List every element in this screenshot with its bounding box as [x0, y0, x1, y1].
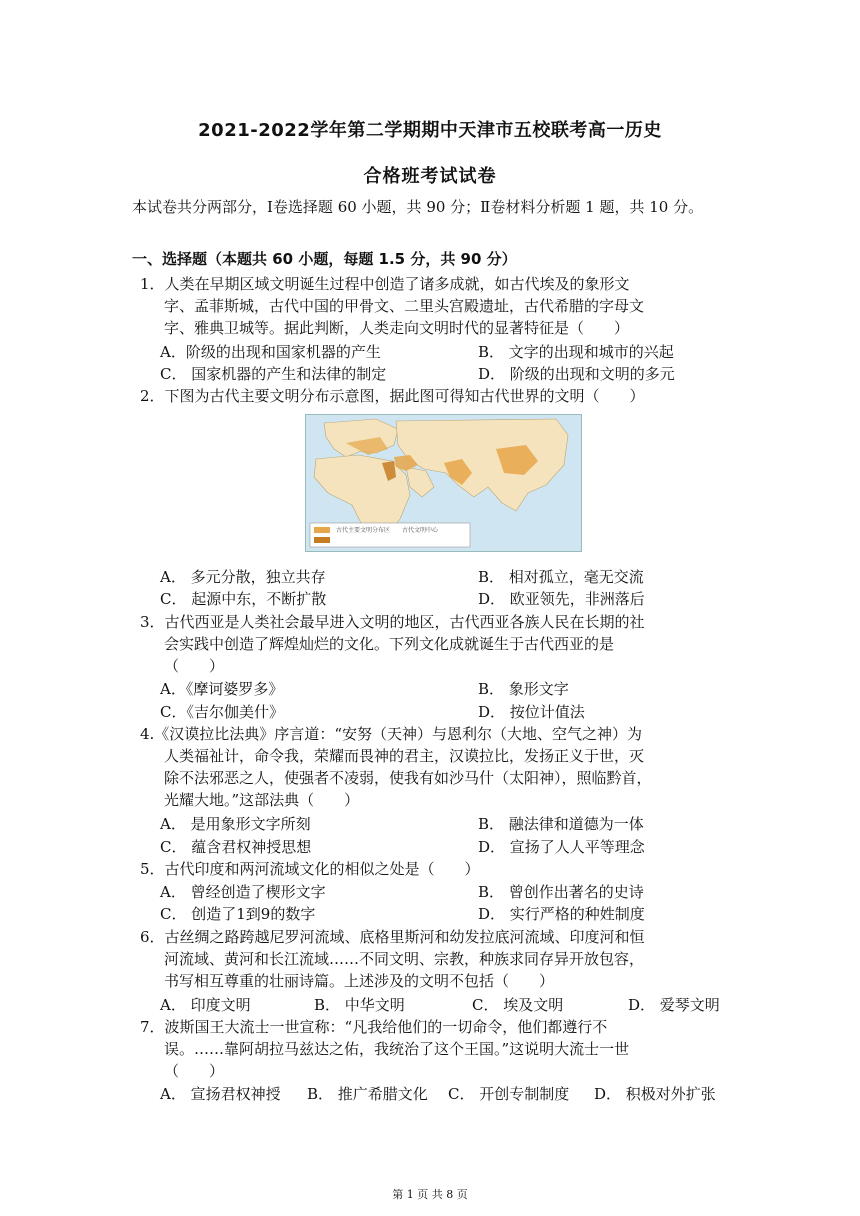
question-5-line: 5．古代印度和两河流域文化的相似之处是（ ） — [140, 860, 480, 878]
map-legend-civ-center: 古代文明中心 — [402, 527, 439, 534]
question-7-line: 误。……靠阿胡拉马兹达之佑，我统治了这个王国。”这说明大流士一世 — [164, 1040, 630, 1058]
question-1-line: 字、孟菲斯城，古代中国的甲骨文、二里头宫殿遗址，古代希腊的字母文 — [164, 297, 645, 315]
question-1-line: 字、雅典卫城等。据此判断，人类走向文明时代的显著特征是（ ） — [164, 319, 630, 337]
option-d[interactable]: D． 积极对外扩张 — [594, 1085, 716, 1103]
option-b[interactable]: B． 融法律和道德为一体 — [478, 815, 644, 833]
option-a[interactable]: A． 曾经创造了楔形文字 — [160, 883, 326, 901]
option-d[interactable]: D． 实行严格的种姓制度 — [478, 905, 645, 923]
page-footer: 第 1 页 共 8 页 — [392, 1188, 468, 1201]
option-d[interactable]: D． 阶级的出现和文明的多元 — [478, 365, 675, 383]
option-b[interactable]: B． 中华文明 — [314, 996, 405, 1014]
question-1 — [140, 273, 740, 339]
option-b[interactable]: B． 相对孤立，毫无交流 — [478, 568, 644, 586]
question-3-line: 会实践中创造了辉煌灿烂的文化。下列文化成就诞生于古代西亚的是 — [164, 635, 615, 653]
option-a[interactable]: A． 是用象形文字所刻 — [160, 815, 311, 833]
section-heading-choice: 一、选择题（本题共 60 小题，每题 1.5 分，共 90 分） — [132, 250, 517, 268]
option-b[interactable]: B． 象形文字 — [478, 680, 569, 698]
ancient-civilizations-map — [305, 414, 582, 552]
option-b[interactable]: B． 文字的出现和城市的兴起 — [478, 343, 674, 361]
option-a[interactable]: A． 宣扬君权神授 — [160, 1085, 281, 1103]
question-6-line: 河流域、黄河和长江流域……不同文明、宗教，种族求同存异开放包容， — [164, 950, 645, 968]
map-legend-civ-area: 古代主要文明分布区 — [336, 527, 391, 534]
question-2-line: 2．下图为古代主要文明分布示意图，据此图可得知古代世界的文明（ ） — [140, 387, 645, 405]
exam-subtitle: 合格班考试试卷 — [363, 166, 497, 187]
question-7-line: （ ） — [164, 1062, 225, 1080]
option-d[interactable]: D． 按位计值法 — [478, 703, 585, 721]
question-4-line: 光耀大地。”这部法典（ ） — [164, 791, 360, 809]
question-7-line: 7．波斯国王大流士一世宣称：“凡我给他们的一切命令，他们都遵行不 — [140, 1018, 608, 1036]
option-c[interactable]: C． 埃及文明 — [472, 996, 564, 1014]
question-3-line: （ ） — [164, 657, 225, 675]
option-c[interactable]: C． 开创专制制度 — [448, 1085, 570, 1103]
option-c[interactable]: C． 创造了1到9的数字 — [160, 905, 316, 923]
option-d[interactable]: D． 欧亚领先，非洲落后 — [478, 590, 645, 608]
option-c[interactable]: C． 蕴含君权神授思想 — [160, 838, 312, 856]
question-6 — [140, 926, 740, 992]
option-b[interactable]: B． 推广希腊文化 — [307, 1085, 428, 1103]
option-a[interactable]: A． 印度文明 — [160, 996, 251, 1014]
option-a[interactable]: A．阶级的出现和国家机器的产生 — [160, 343, 381, 361]
question-2 — [140, 385, 740, 407]
question-4 — [140, 723, 740, 811]
option-c[interactable]: C． 国家机器的产生和法律的制定 — [160, 365, 387, 383]
option-c[interactable]: C．《吉尔伽美什》 — [160, 703, 284, 721]
question-4-line: 人类福祉计，命令我，荣耀而畏神的君主，汉谟拉比，发扬正义于世，灭 — [164, 747, 645, 765]
option-d[interactable]: D． 爱琴文明 — [628, 996, 720, 1014]
question-6-line: 6．古丝绸之路跨越尼罗河流域、底格里斯河和幼发拉底河流域、印度河和恒 — [140, 928, 645, 946]
question-4-line: 除不法邪恶之人，使强者不凌弱，使我有如沙马什（太阳神），照临黔首， — [164, 769, 652, 787]
question-3 — [140, 611, 740, 677]
exam-instructions: 本试卷共分两部分，Ⅰ卷选择题 60 小题，共 90 分；Ⅱ卷材料分析题 1 题，共 10 分。 — [132, 198, 704, 216]
question-1-line: 1．人类在早期区域文明诞生过程中创造了诸多成就，如古代埃及的象形文 — [140, 275, 630, 293]
option-b[interactable]: B． 曾创作出著名的史诗 — [478, 883, 644, 901]
question-6-line: 书写相互尊重的壮丽诗篇。上述涉及的文明不包括（ ） — [164, 972, 555, 990]
question-7 — [140, 1016, 740, 1082]
option-d[interactable]: D． 宣扬了人人平等理念 — [478, 838, 645, 856]
option-c[interactable]: C． 起源中东，不断扩散 — [160, 590, 327, 608]
option-a[interactable]: A．《摩诃婆罗多》 — [160, 680, 284, 698]
question-5 — [140, 858, 740, 880]
exam-title: 2021-2022学年第二学期期中天津市五校联考高一历史 — [198, 120, 662, 141]
question-4-line: 4.《汉谟拉比法典》序言道：“安努（天神）与恩利尔（大地、空气之神）为 — [140, 725, 642, 743]
question-3-line: 3．古代西亚是人类社会最早进入文明的地区，古代西亚各族人民在长期的社 — [140, 613, 645, 631]
option-a[interactable]: A． 多元分散，独立共存 — [160, 568, 326, 586]
